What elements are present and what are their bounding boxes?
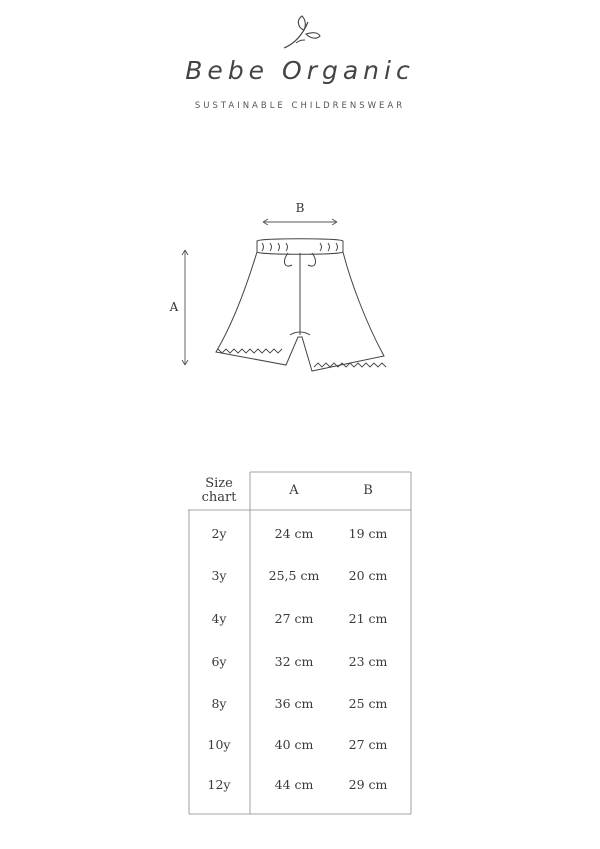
header-size-line2: chart — [201, 490, 237, 505]
width-dimension-arrow — [263, 201, 337, 225]
table-grid-lines — [188, 471, 412, 815]
table-row — [188, 775, 412, 795]
measure-a-cell: 25,5 cm — [268, 568, 320, 583]
size-cell: 8y — [211, 696, 227, 711]
measure-b-cell: 29 cm — [348, 777, 388, 792]
leaf-sprig-icon — [278, 10, 328, 52]
measure-b-cell: 20 cm — [348, 568, 388, 583]
width-label: B — [295, 201, 305, 215]
length-label: A — [169, 300, 179, 314]
table-row — [188, 694, 412, 714]
size-cell: 3y — [211, 568, 227, 583]
length-dimension-arrow — [169, 250, 188, 365]
table-row — [188, 524, 412, 544]
header-size-line1: Size — [205, 476, 233, 491]
measure-a-cell: 44 cm — [274, 777, 314, 792]
shorts-diagram — [160, 195, 420, 375]
measure-b-cell: 25 cm — [348, 696, 388, 711]
size-cell: 10y — [207, 737, 231, 752]
measure-b-cell: 23 cm — [348, 654, 388, 669]
size-cell: 6y — [211, 654, 227, 669]
size-cell: 2y — [211, 526, 227, 541]
table-row — [188, 566, 412, 586]
size-chart-table — [188, 471, 412, 815]
header-a: A — [289, 483, 299, 498]
size-cell: 4y — [211, 611, 227, 626]
measure-a-cell: 32 cm — [274, 654, 314, 669]
measure-b-cell: 21 cm — [348, 611, 388, 626]
brand-name: Bebe Organic — [185, 56, 415, 85]
table-row — [188, 609, 412, 629]
shorts-outline-icon — [216, 239, 386, 371]
brand-tagline: SUSTAINABLE CHILDRENSWEAR — [194, 101, 406, 111]
header-size-chart — [188, 472, 250, 510]
size-cell: 12y — [207, 777, 231, 792]
measure-a-cell: 40 cm — [274, 737, 314, 752]
header-b: B — [363, 483, 373, 498]
measure-a-cell: 24 cm — [274, 526, 314, 541]
measure-b-cell: 19 cm — [348, 526, 388, 541]
table-row — [188, 652, 412, 672]
table-row — [188, 735, 412, 755]
measure-a-cell: 27 cm — [274, 611, 314, 626]
measure-b-cell: 27 cm — [348, 737, 388, 752]
measure-a-cell: 36 cm — [274, 696, 314, 711]
